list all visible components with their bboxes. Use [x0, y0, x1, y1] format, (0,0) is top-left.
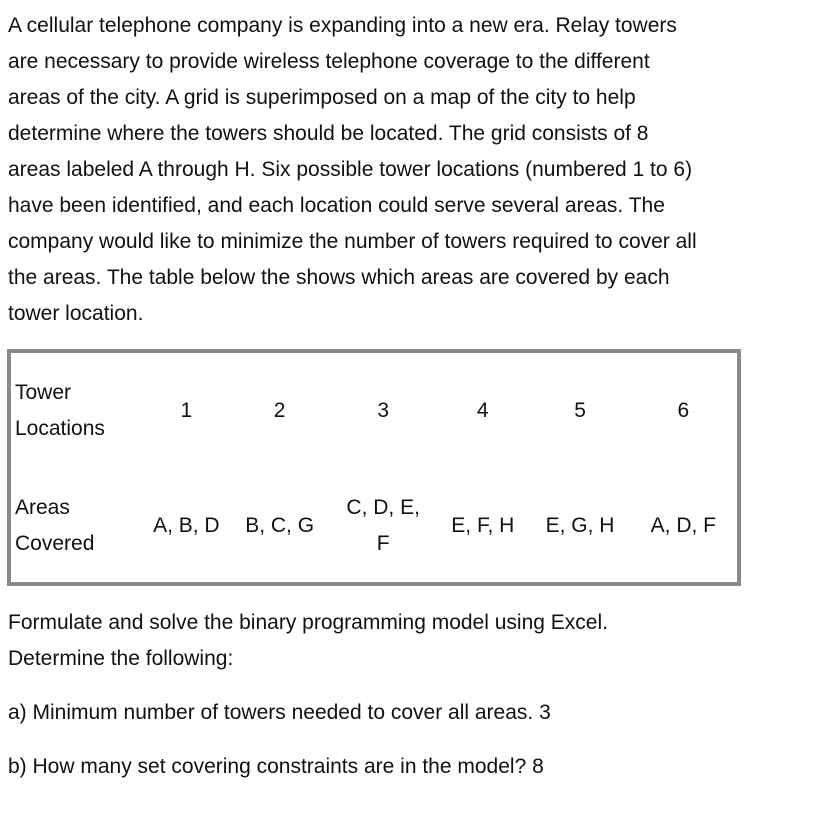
problem-statement	[8, 8, 808, 332]
location-cell: 2	[273, 399, 286, 422]
question-b: b) How many set covering constraints are in the model? 8	[8, 755, 544, 778]
areas-cell: B, C, G	[245, 513, 315, 537]
intro-line: areas labeled A through H. Six possible tower locations (numbered 1 to 6)	[8, 158, 693, 181]
intro-line: determine where the towers should be located. The grid consists of 8	[8, 122, 649, 145]
areas-cell: E, F, H	[451, 513, 515, 537]
header-line: Locations	[15, 417, 105, 440]
location-cell: 6	[677, 399, 690, 422]
header-line: Areas	[15, 495, 70, 519]
areas-cell: A, B, D	[153, 513, 220, 537]
intro-line: tower location.	[8, 302, 144, 325]
location-cell: 5	[574, 399, 586, 422]
intro-line: company would like to minimize the number of towers required to cover all	[8, 230, 697, 253]
location-cell: 1	[180, 399, 193, 422]
tower-coverage-table	[7, 349, 741, 586]
areas-cell: A, D, F	[650, 513, 717, 537]
question-a: a) Minimum number of towers needed to cover all areas. 3	[8, 701, 551, 724]
instruction-line: Determine the following:	[8, 647, 234, 670]
instruction-line: Formulate and solve the binary programming model using Excel.	[8, 611, 608, 634]
intro-line: areas of the city. A grid is superimposed on a map of the city to help	[8, 86, 636, 109]
areas-cell-text: C, D, E, F	[346, 495, 420, 555]
header-line: Covered	[15, 531, 95, 555]
areas-cell: E, G, H	[545, 513, 615, 537]
header-line: Tower	[15, 381, 72, 404]
intro-line: A cellular telephone company is expanding into a new era. Relay towers	[8, 14, 677, 37]
intro-line: the areas. The table below the shows which areas are covered by each	[8, 266, 670, 289]
tower-locations-header	[11, 353, 145, 469]
intro-line: are necessary to provide wireless telephone coverage to the different	[8, 50, 650, 73]
tower-locations-row	[11, 353, 737, 469]
location-cell: 4	[476, 399, 489, 422]
areas-cell	[331, 469, 435, 582]
areas-covered-header	[11, 469, 145, 582]
coverage-table-grid	[11, 353, 737, 582]
location-cell: 3	[377, 399, 390, 422]
areas-covered-row	[11, 469, 737, 582]
intro-line: have been identified, and each location could serve several areas. The	[8, 194, 665, 217]
